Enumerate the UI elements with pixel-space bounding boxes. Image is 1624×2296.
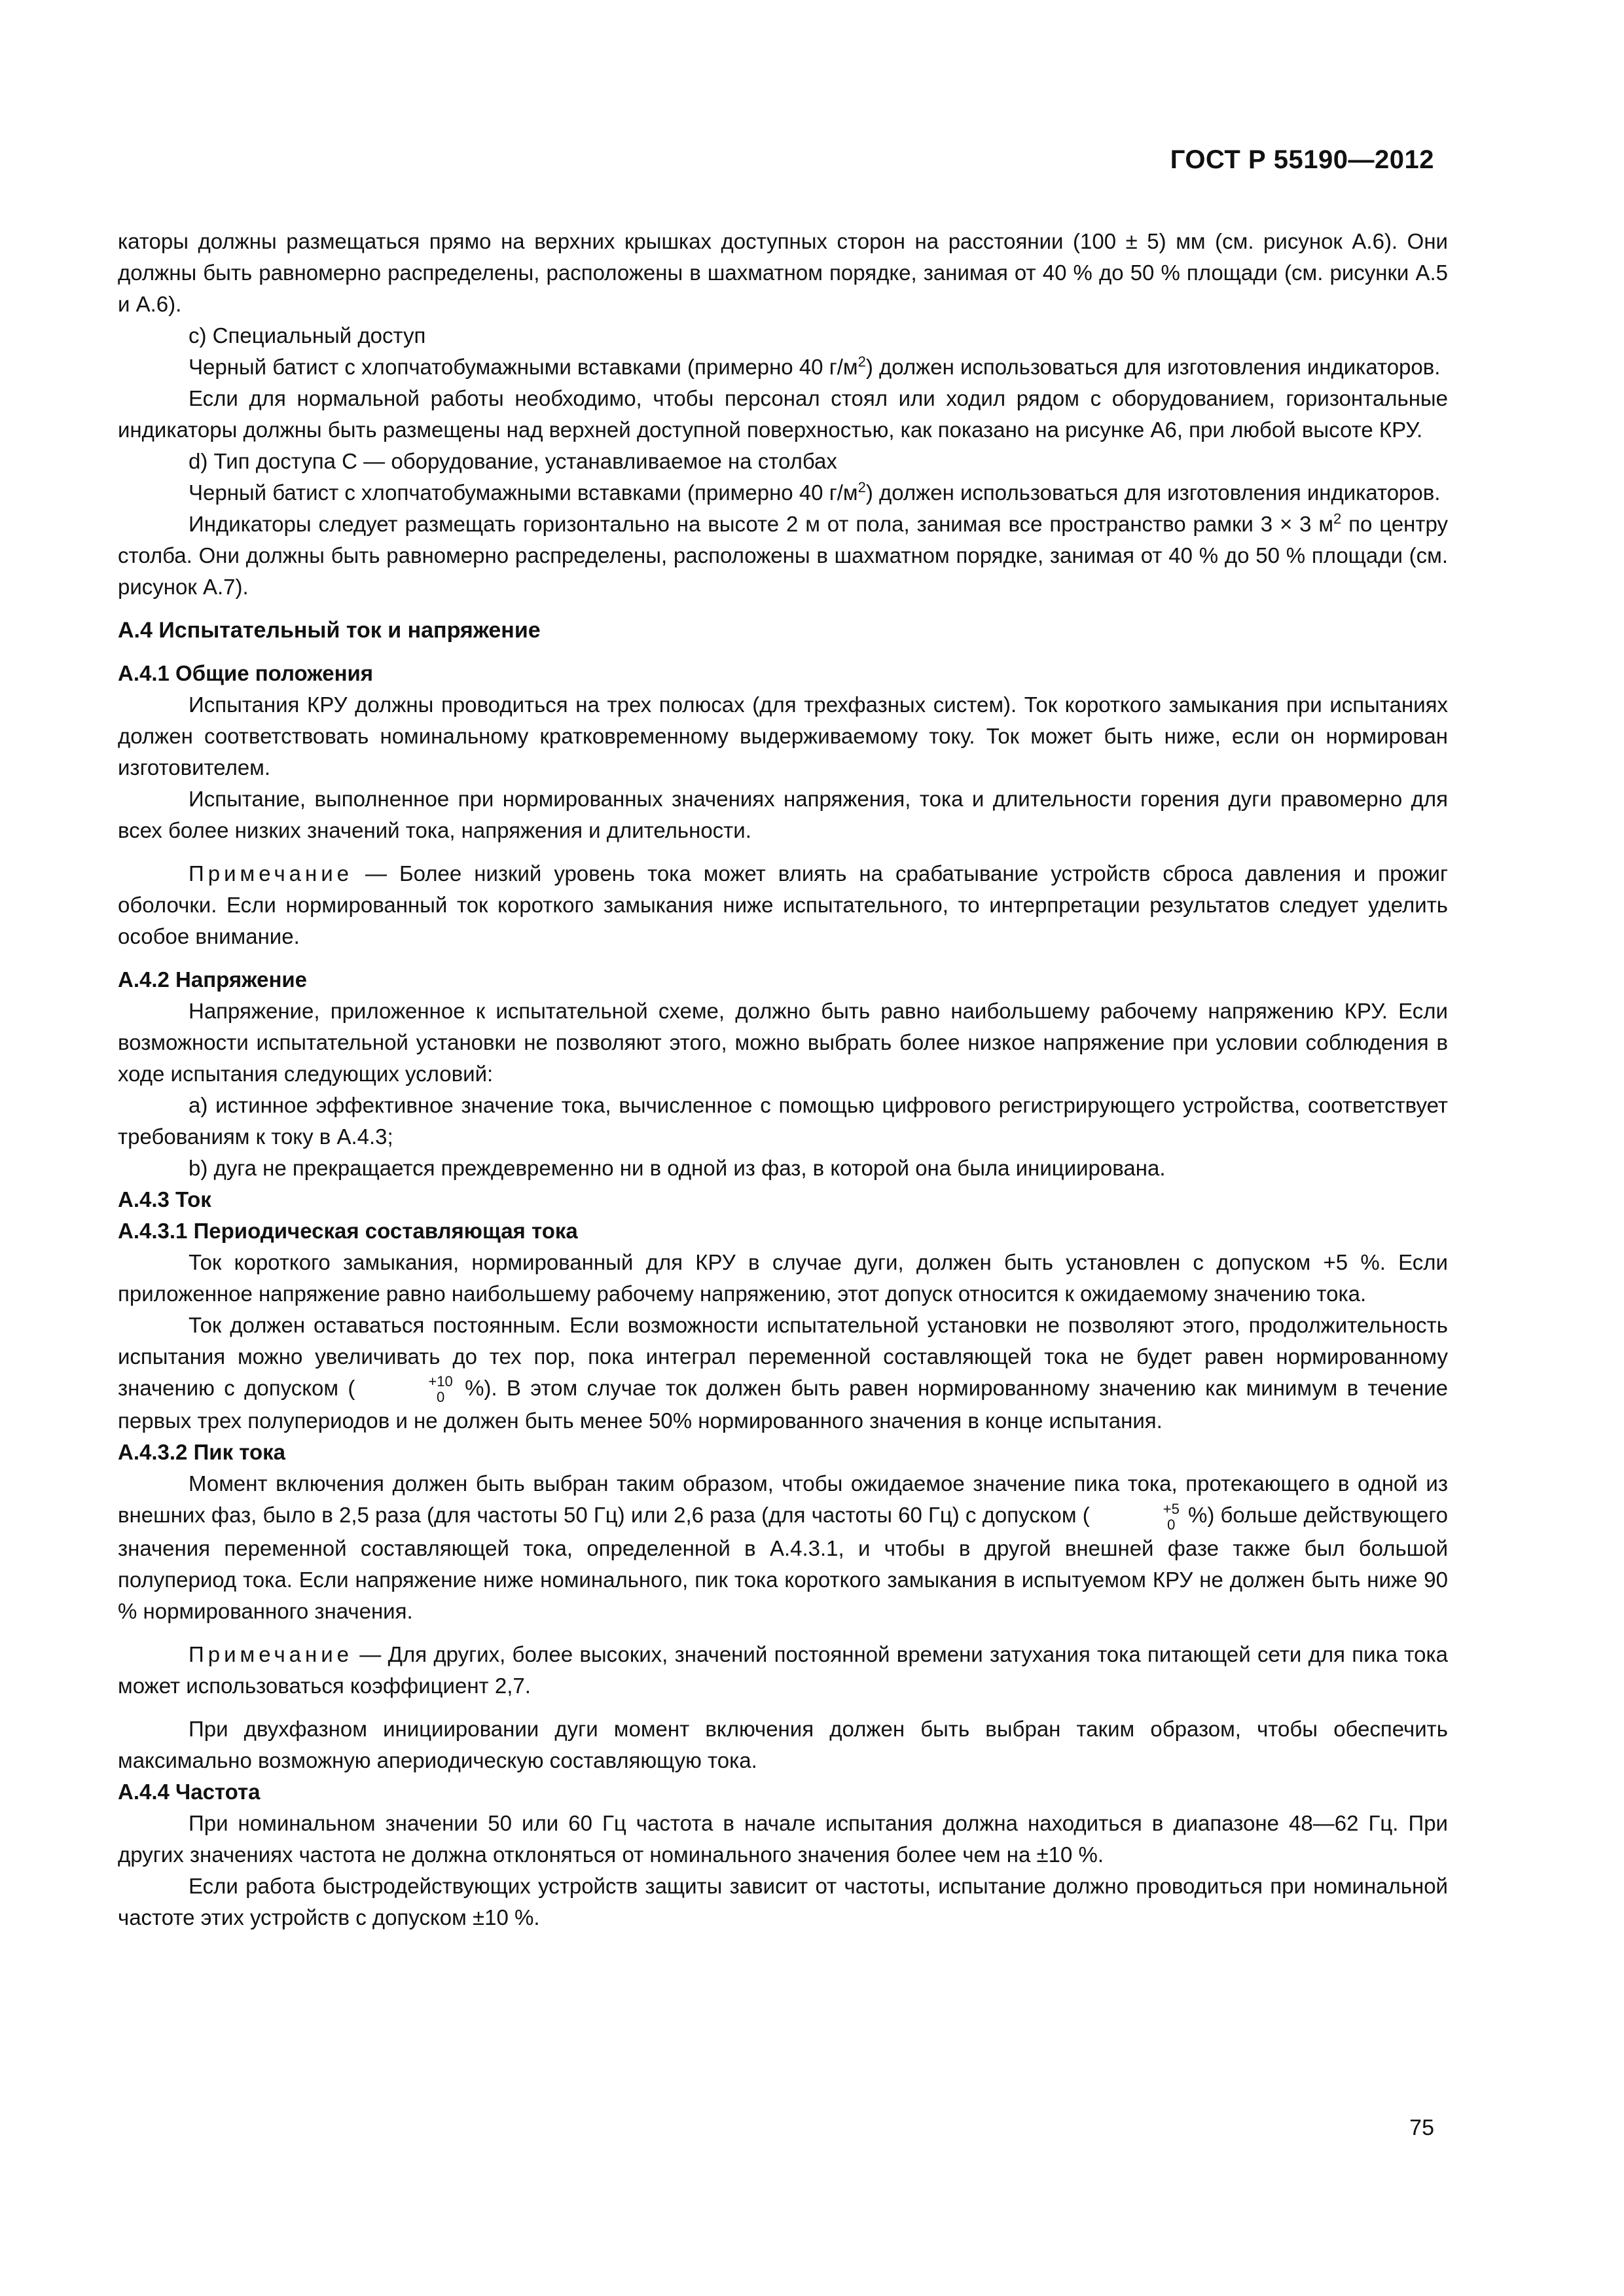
section-heading-a44: А.4.4 Частота [118, 1779, 261, 1804]
list-item-d: d) Тип доступа С — оборудование, устанавливаемое на столбах [189, 449, 837, 473]
section-heading-a4: А.4 Испытательный ток и напряжение [118, 618, 541, 643]
note: Примечание — Более низкий уровень тока может влиять на срабатывание устройств сброса давления и прожиг оболочки. Если нормированный ток короткого замыкания ниже испытательного, то интерпретации результатов следует уделить особое внимание. [118, 861, 1448, 948]
tolerance-fraction: +10 0 [428, 1373, 453, 1406]
paragraph: Напряжение, приложенное к испытательной схеме, должно быть равно наибольшему рабочему напряжению КРУ. Если возможности испытательной установки не позволяют этого, можно выбрать более низкое напряжение при условии соблюдения в ходе испытания следующих условий: [118, 999, 1448, 1086]
page-number: 75 [1409, 2115, 1434, 2140]
paragraph: Черный батист с хлопчатобумажными вставками (примерно 40 $г/м^2$) должен использоваться для изготовления индикаторов. [189, 479, 1441, 505]
paragraph: Испытания КРУ должны проводиться на трех полюсах (для трехфазных систем). Ток короткого замыкания при испытаниях должен соответствовать номинальному кратковременному выдерживаемому току. Ток может быть ниже, если он нормирован изготовителем. [118, 692, 1448, 780]
list-item-c: c) Специальный доступ [189, 323, 426, 348]
document-header: ГОСТ Р 55190—2012 [1170, 145, 1434, 174]
paragraph: Ток должен оставаться постоянным. Если возможности испытательной установки не позволяют этого, продолжительность испытания можно увеличивать до тех пор, пока интеграл переменной составляющей тока не будет равен нормированному значению с допуском ( +10 0 %). В этом случае ток должен быть равен нормированному значению как минимум в течение первых трех полупериодов и не должен быть менее 50% нормированного значения в конце испытания. [118, 1313, 1448, 1433]
tolerance-fraction: +5 0 [1163, 1500, 1180, 1533]
paragraph: Испытание, выполненное при нормированных значениях напряжения, тока и длительности горения дуги правомерно для всех более низких значений тока, напряжения и длительности. [118, 787, 1448, 842]
list-item-b: b) дуга не прекращается преждевременно ни в одной из фаз, в которой она была инициирована. [189, 1156, 1166, 1180]
note-label: Примечание [189, 861, 353, 886]
paragraph: каторы должны размещаться прямо на верхних крышках доступных сторон на расстоянии (100 ± 5) мм (см. рисунок А.6). Они должны быть равномерно распределены, расположены в шахматном порядке, занимая от 40 % до 50 % площади (см. рисунки А.5 и А.6). [118, 229, 1448, 316]
note: Примечание — Для других, более высоких, значений постоянной времени затухания тока питающей сети для пика тока может использоваться коэффициент 2,7. [118, 1641, 1448, 1698]
document-body [118, 226, 1448, 1933]
paragraph: При двухфазном инициировании дуги момент включения должен быть выбран таким образом, чтобы обеспечить максимально возможную апериодическую составляющую тока. [118, 1716, 1448, 1772]
section-heading-a42: А.4.2 Напряжение [118, 967, 308, 992]
paragraph: Ток короткого замыкания, нормированный для КРУ в случае дуги, должен быть установлен с допуском +5 %. Если приложенное напряжение равно наибольшему рабочему напряжению, этот допуск относится к ожидаемому значению тока. [118, 1250, 1448, 1306]
paragraph: Момент включения должен быть выбран таким образом, чтобы ожидаемое значение пика тока, протекающего в одной из внешних фаз, было в 2,5 раза (для частоты 50 Гц) или 2,6 раза (для частоты 60 Гц) с допуском ( +5 0 %) больше действующего значения переменной составляющей тока, определенной в А.4.3.1, и чтобы в другой внешней фазе также был большой полупериод тока. Если напряжение ниже номинального, пик тока короткого замыкания в испытуемом КРУ не должен быть ниже 90 % нормированного значения. [118, 1471, 1448, 1623]
section-heading-a432: А.4.3.2 Пик тока [118, 1440, 286, 1465]
list-item-a: a) истинное эффективное значение тока, вычисленное с помощью цифрового регистрирующего устройства, соответствует требованиям к току в А.4.3; [118, 1093, 1448, 1149]
paragraph: Если работа быстродействующих устройств защиты зависит от частоты, испытание должно проводиться при номинальной частоте этих устройств с допуском ±10 %. [118, 1873, 1448, 1929]
section-heading-a43: А.4.3 Ток [118, 1187, 211, 1211]
note-label: Примечание [189, 1641, 353, 1666]
paragraph: Черный батист с хлопчатобумажными вставками (примерно 40 $г/м^2$) должен использоваться для изготовления индикаторов. [189, 353, 1441, 379]
section-heading-a431: А.4.3.1 Периодическая составляющая тока [118, 1219, 578, 1243]
paragraph: При номинальном значении 50 или 60 Гц частота в начале испытания должна находиться в диапазоне 48—62 Гц. При других значениях частота не должна отклоняться от номинального значения более чем на ±10 %. [118, 1810, 1448, 1867]
paragraph: Индикаторы следует размещать горизонтально на высоте 2 м от пола, занимая все пространство рамки 3 × 3 $м^2$ по центру столба. Они должны быть равномерно распределены, расположены в шахматном порядке, занимая от 40 % до 50 % площади (см. рисунок А.7). [118, 511, 1448, 599]
paragraph: Если для нормальной работы необходимо, чтобы персонал стоял или ходил рядом с оборудованием, горизонтальные индикаторы должны быть размещены над верхней доступной поверхностью, как показано на рисунке А6, при любой высоте КРУ. [118, 386, 1448, 442]
section-heading-a41: А.4.1 Общие положения [118, 661, 374, 685]
